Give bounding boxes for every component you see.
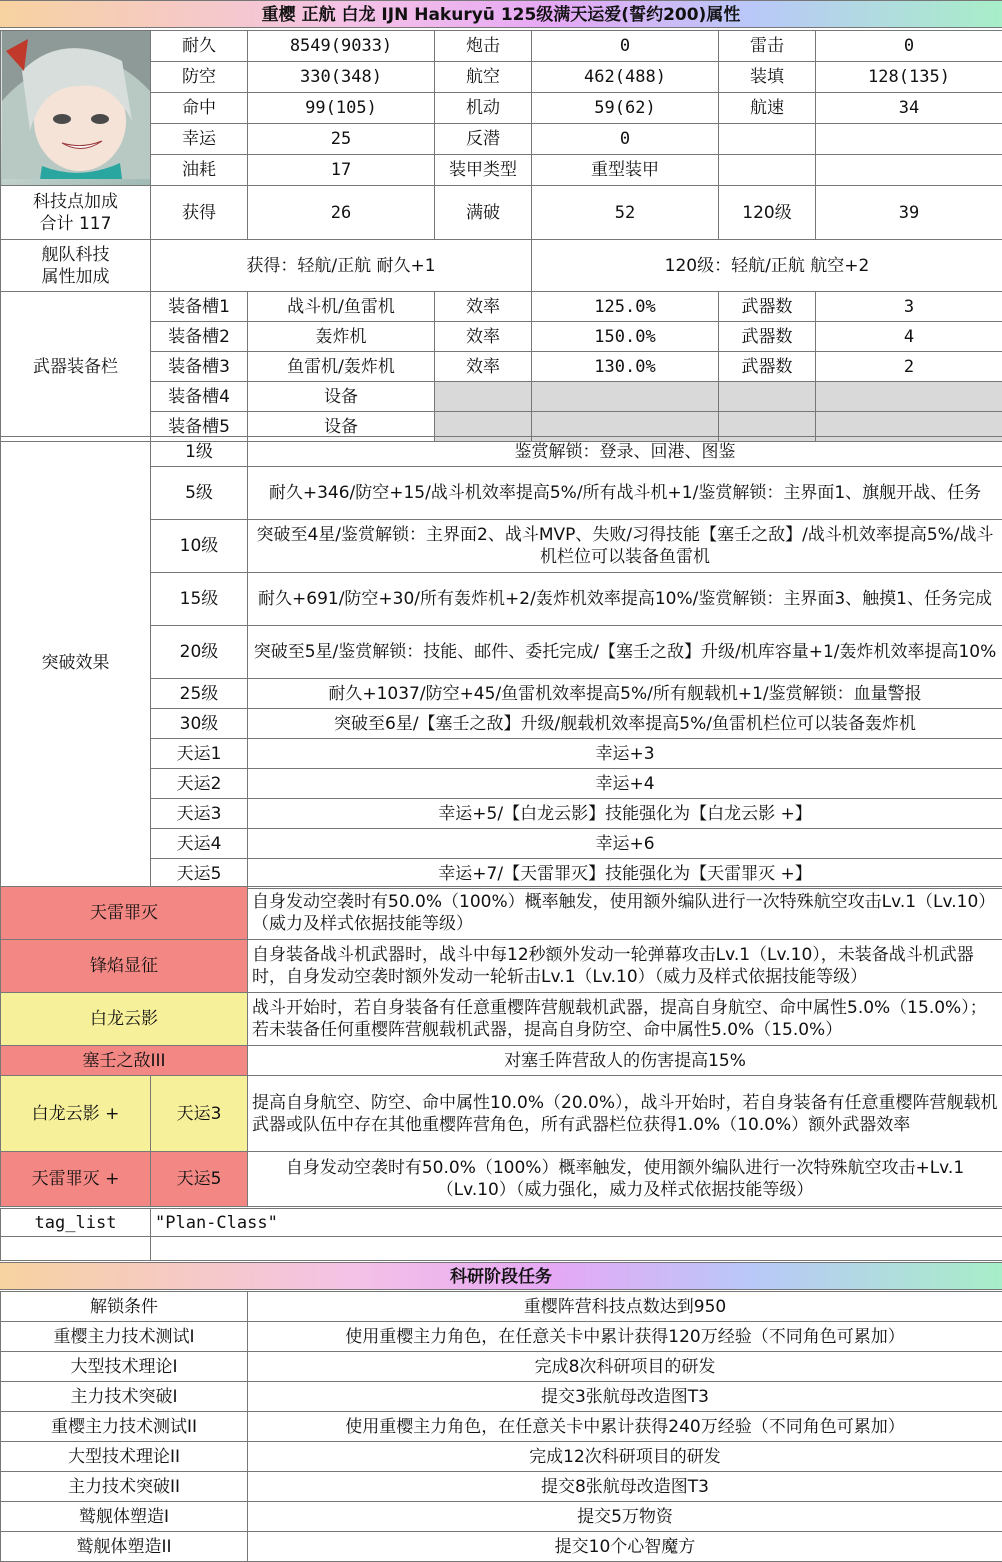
- evasion-label: 机动: [435, 93, 532, 124]
- luck-label: 幸运: [151, 124, 248, 155]
- breakthrough-level: 15级: [151, 573, 248, 626]
- evasion-value: 59(62): [532, 93, 719, 124]
- tag-list-value: "Plan-Class": [151, 1209, 1002, 1237]
- slot-type: 鱼雷机/轰炸机: [248, 352, 435, 382]
- skill-name: 塞壬之敌III: [1, 1046, 248, 1076]
- firepower-label: 炮击: [435, 31, 532, 62]
- speed-value: 34: [816, 93, 1002, 124]
- page-title: 重樱 正航 白龙 IJN Hakuryū 125级满天运爱(誓约200)属性: [0, 0, 1002, 28]
- aviation-label: 航空: [435, 62, 532, 93]
- breakthrough-level: 25级: [151, 679, 248, 709]
- empty-cell: [816, 382, 1002, 412]
- weapon-count-value: 2: [816, 352, 1002, 382]
- tag-list-label: tag_list: [1, 1209, 151, 1237]
- durability-value: 8549(9033): [248, 31, 435, 62]
- tag-list-table: [0, 1208, 1002, 1261]
- breakthrough-level: 5级: [151, 467, 248, 520]
- tech-limit-label: 满破: [435, 186, 532, 240]
- slot-type: 轰炸机: [248, 322, 435, 352]
- firepower-value: 0: [532, 31, 719, 62]
- reload-label: 装填: [719, 62, 816, 93]
- breakthrough-level: 天运5: [151, 859, 248, 889]
- weapon-count-label: 武器数: [719, 292, 816, 322]
- breakthrough-table: [0, 436, 1002, 889]
- empty-cell: [816, 124, 1002, 155]
- research-task-name: 主力技术突破II: [1, 1472, 248, 1502]
- breakthrough-label: 突破效果: [1, 437, 151, 889]
- slot-type: 设备: [248, 382, 435, 412]
- breakthrough-effect: 幸运+6: [248, 829, 1002, 859]
- tech-obtain-value: 26: [248, 186, 435, 240]
- weapon-count-label: 武器数: [719, 352, 816, 382]
- slot-type: 战斗机/鱼雷机: [248, 292, 435, 322]
- breakthrough-effect: 突破至4星/鉴赏解锁：主界面2、战斗MVP、失败/习得技能【塞壬之敌】/战斗机效率提高5%/战斗机栏位可以装备鱼雷机: [248, 520, 1002, 573]
- tech-lv120-label: 120级: [719, 186, 816, 240]
- oil-value: 17: [248, 155, 435, 186]
- slot-name: 装备槽3: [151, 352, 248, 382]
- slot-name: 装备槽2: [151, 322, 248, 352]
- research-task-requirement: 完成12次科研项目的研发: [248, 1442, 1002, 1472]
- tech-lv120-value: 39: [816, 186, 1002, 240]
- research-task-requirement: 提交10个心智魔方: [248, 1532, 1002, 1562]
- tech-limit-value: 52: [532, 186, 719, 240]
- research-title: 科研阶段任务: [0, 1262, 1002, 1290]
- research-task-name: 重樱主力技术测试II: [1, 1412, 248, 1442]
- speed-label: 航速: [719, 93, 816, 124]
- efficiency-value: 125.0%: [532, 292, 719, 322]
- oil-label: 油耗: [151, 155, 248, 186]
- research-task-name: 主力技术突破I: [1, 1382, 248, 1412]
- research-task-name: 重樱主力技术测试I: [1, 1322, 248, 1352]
- slot-type: 设备: [248, 412, 435, 442]
- durability-label: 耐久: [151, 31, 248, 62]
- character-portrait: [1, 31, 151, 186]
- research-task-name: 鹫舰体塑造I: [1, 1502, 248, 1532]
- skill-name: 天雷罪灭: [1, 887, 248, 940]
- breakthrough-effect: 幸运+5/【白龙云影】技能强化为【白龙云影 +】: [248, 799, 1002, 829]
- breakthrough-level: 天运2: [151, 769, 248, 799]
- torpedo-label: 雷击: [719, 31, 816, 62]
- skills-table: [0, 886, 1002, 1207]
- empty-cell: [719, 155, 816, 186]
- tech-label: 科技点加成 合计 117: [1, 186, 151, 240]
- plus-skill-name: 天雷罪灭 +: [1, 1152, 151, 1207]
- breakthrough-effect: 突破至6星/【塞壬之敌】升级/舰载机效率提高5%/鱼雷机栏位可以装备轰炸机: [248, 709, 1002, 739]
- empty-cell: [435, 382, 532, 412]
- stats-table: [0, 30, 1002, 442]
- fleet-tech-lv120: 120级：轻航/正航 航空+2: [532, 240, 1002, 292]
- empty-cell: [1, 1237, 151, 1261]
- asw-label: 反潜: [435, 124, 532, 155]
- breakthrough-level: 天运1: [151, 739, 248, 769]
- research-task-requirement: 重樱阵营科技点数达到950: [248, 1292, 1002, 1322]
- breakthrough-effect: 耐久+1037/防空+45/鱼雷机效率提高5%/所有舰载机+1/鉴赏解锁：血量警报: [248, 679, 1002, 709]
- equipment-label: 武器装备栏: [1, 292, 151, 442]
- breakthrough-level: 天运4: [151, 829, 248, 859]
- research-task-requirement: 提交8张航母改造图T3: [248, 1472, 1002, 1502]
- portrait-image: [2, 31, 150, 179]
- breakthrough-effect: 幸运+7/【天雷罪灭】技能强化为【天雷罪灭 +】: [248, 859, 1002, 889]
- accuracy-value: 99(105): [248, 93, 435, 124]
- efficiency-value: 130.0%: [532, 352, 719, 382]
- plus-skill-requirement: 天运5: [151, 1152, 248, 1207]
- empty-cell: [151, 1237, 1002, 1261]
- plus-skill-description: 自身发动空袭时有50.0%（100%）概率触发，使用额外编队进行一次特殊航空攻击+Lv.1（Lv.10）（威力强化，威力及样式依据技能等级）: [248, 1152, 1002, 1207]
- fleet-tech-label: 舰队科技 属性加成: [1, 240, 151, 292]
- efficiency-label: 效率: [435, 292, 532, 322]
- research-task-requirement: 使用重樱主力角色，在任意关卡中累计获得120万经验（不同角色可累加）: [248, 1322, 1002, 1352]
- breakthrough-effect: 耐久+346/防空+15/战斗机效率提高5%/所有战斗机+1/鉴赏解锁：主界面1、旗舰开战、任务: [248, 467, 1002, 520]
- slot-name: 装备槽1: [151, 292, 248, 322]
- asw-value: 0: [532, 124, 719, 155]
- breakthrough-effect: 幸运+3: [248, 739, 1002, 769]
- skill-description: 战斗开始时，若自身装备有任意重樱阵营舰载机武器，提高自身航空、命中属性5.0%（15.0%）；若未装备任何重樱阵营舰载机武器，提高自身防空、命中属性5.0%（15.0%）: [248, 993, 1002, 1046]
- breakthrough-effect: 鉴赏解锁：登录、回港、图鉴: [248, 437, 1002, 467]
- reload-value: 128(135): [816, 62, 1002, 93]
- breakthrough-level: 天运3: [151, 799, 248, 829]
- weapon-count-value: 4: [816, 322, 1002, 352]
- empty-cell: [719, 382, 816, 412]
- research-task-requirement: 提交3张航母改造图T3: [248, 1382, 1002, 1412]
- skill-description: 自身装备战斗机武器时，战斗中每12秒额外发动一轮弹幕攻击Lv.1（Lv.10），未装备战斗机武器时，自身发动空袭时额外发动一轮斩击Lv.1（Lv.10）（威力及样式依据技能等级）: [248, 940, 1002, 993]
- research-task-requirement: 使用重樱主力角色，在任意关卡中累计获得240万经验（不同角色可累加）: [248, 1412, 1002, 1442]
- breakthrough-effect: 耐久+691/防空+30/所有轰炸机+2/轰炸机效率提高10%/鉴赏解锁：主界面3、触摸1、任务完成: [248, 573, 1002, 626]
- plus-skill-description: 提高自身航空、防空、命中属性10.0%（20.0%），战斗开始时，若自身装备有任意重樱阵营舰载机武器或队伍中存在其他重樱阵营角色，所有武器栏位获得1.0%（10.0%）额外武器效率: [248, 1076, 1002, 1152]
- research-task-name: 大型技术理论II: [1, 1442, 248, 1472]
- breakthrough-level: 10级: [151, 520, 248, 573]
- skill-description: 自身发动空袭时有50.0%（100%）概率触发，使用额外编队进行一次特殊航空攻击Lv.1（Lv.10）（威力及样式依据技能等级）: [248, 887, 1002, 940]
- empty-cell: [532, 382, 719, 412]
- aviation-value: 462(488): [532, 62, 719, 93]
- skill-name: 白龙云影: [1, 993, 248, 1046]
- research-table: [0, 1291, 1002, 1562]
- skill-description: 对塞壬阵营敌人的伤害提高15%: [248, 1046, 1002, 1076]
- skill-name: 锋焰显征: [1, 940, 248, 993]
- research-task-requirement: 提交5万物资: [248, 1502, 1002, 1532]
- efficiency-label: 效率: [435, 352, 532, 382]
- empty-cell: [816, 155, 1002, 186]
- slot-name: 装备槽4: [151, 382, 248, 412]
- research-task-name: 鹫舰体塑造II: [1, 1532, 248, 1562]
- efficiency-label: 效率: [435, 322, 532, 352]
- empty-cell: [719, 124, 816, 155]
- torpedo-value: 0: [816, 31, 1002, 62]
- breakthrough-level: 1级: [151, 437, 248, 467]
- breakthrough-effect: 突破至5星/鉴赏解锁：技能、邮件、委托完成/【塞壬之敌】升级/机库容量+1/轰炸机效率提高10%: [248, 626, 1002, 679]
- breakthrough-level: 20级: [151, 626, 248, 679]
- armor-value: 重型装甲: [532, 155, 719, 186]
- research-task-name: 解锁条件: [1, 1292, 248, 1322]
- armor-label: 装甲类型: [435, 155, 532, 186]
- fleet-tech-obtain: 获得：轻航/正航 耐久+1: [151, 240, 532, 292]
- research-task-requirement: 完成8次科研项目的研发: [248, 1352, 1002, 1382]
- aa-value: 330(348): [248, 62, 435, 93]
- breakthrough-effect: 幸运+4: [248, 769, 1002, 799]
- efficiency-value: 150.0%: [532, 322, 719, 352]
- weapon-count-value: 3: [816, 292, 1002, 322]
- luck-value: 25: [248, 124, 435, 155]
- slot-name: 装备槽5: [151, 412, 248, 442]
- accuracy-label: 命中: [151, 93, 248, 124]
- aa-label: 防空: [151, 62, 248, 93]
- breakthrough-level: 30级: [151, 709, 248, 739]
- weapon-count-label: 武器数: [719, 322, 816, 352]
- tech-obtain-label: 获得: [151, 186, 248, 240]
- plus-skill-requirement: 天运3: [151, 1076, 248, 1152]
- research-task-name: 大型技术理论I: [1, 1352, 248, 1382]
- plus-skill-name: 白龙云影 +: [1, 1076, 151, 1152]
